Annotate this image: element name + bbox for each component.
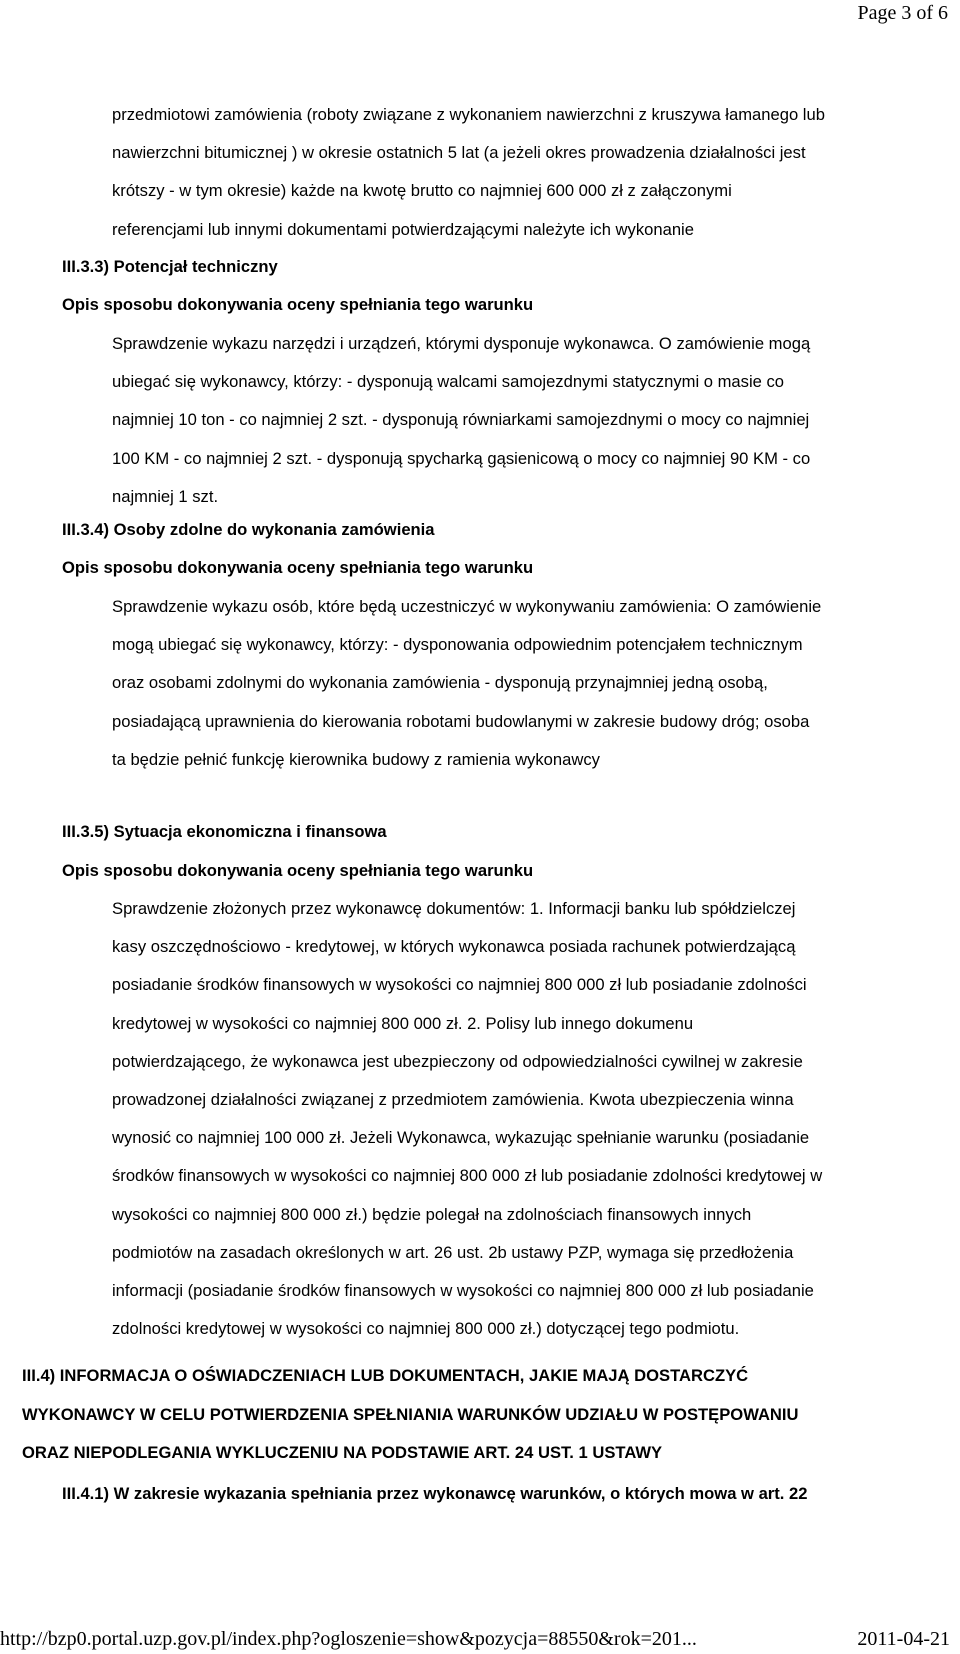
text-line: podmiotów na zasadach określonych w art. 26 ust. 2b ustawy PZP, wymaga się przedłożenia [112, 1242, 794, 1262]
page-number: Page 3 of 6 [857, 2, 948, 24]
text-line: mogą ubiegać się wykonawcy, którzy: - dysponowania odpowiednim potencjałem technicznym [112, 635, 803, 655]
section-paragraph [0, 890, 822, 1348]
text-line: Sprawdzenie złożonych przez wykonawcę dokumentów: 1. Informacji banku lub spółdzielczej [112, 899, 796, 918]
text-line: krótszy - w tym okresie) każde na kwotę brutto co najmniej 600 000 zł z załączonymi [112, 181, 732, 201]
section-heading-caps [22, 1357, 799, 1473]
caps-line: WYKONAWCY W CELU POTWIERDZENIA SPEŁNIANIA WARUNKÓW UDZIAŁU W POSTĘPOWANIU [22, 1404, 799, 1424]
section-heading: III.3.3) Potencjał techniczny [62, 257, 278, 276]
text-line: przedmiotowi zamówienia (roboty związane z wykonaniem nawierzchni z kruszywa łamanego lub [112, 105, 825, 124]
footer-date: 2011-04-21 [857, 1628, 950, 1650]
section-paragraph [0, 588, 821, 779]
text-line: 100 KM - co najmniej 2 szt. - dysponują spycharką gąsienicową o mocy co najmniej 90 KM - co [112, 448, 811, 468]
text-line: środków finansowych w wysokości co najmniej 800 000 zł lub posiadanie zdolności kredytowej w [112, 1166, 823, 1186]
section-heading: III.3.4) Osoby zdolne do wykonania zamówienia [62, 520, 435, 539]
text-line: ta będzie pełnić funkcję kierownika budowy z ramienia wykonawcy [112, 749, 600, 769]
paragraph-continuation [0, 96, 825, 249]
text-line: zdolności kredytowej w wysokości co najmniej 800 000 zł.) dotyczącej tego podmiotu. [112, 1319, 740, 1339]
text-line: posiadanie środków finansowych w wysokości co najmniej 800 000 zł lub posiadanie zdolności [112, 975, 807, 995]
section-heading: III.3.5) Sytuacja ekonomiczna i finansowa [62, 822, 387, 841]
section-subheading: Opis sposobu dokonywania oceny spełniania tego warunku [62, 558, 534, 577]
text-line: najmniej 1 szt. [112, 486, 219, 506]
text-line: Sprawdzenie wykazu osób, które będą uczestniczyć w wykonywaniu zamówienia: O zamówienie [112, 597, 822, 616]
text-line: Sprawdzenie wykazu narzędzi i urządzeń, którymi dysponuje wykonawca. O zamówienie mogą [112, 334, 811, 353]
text-line: prowadzonej działalności związanej z przedmiotem zamówienia. Kwota ubezpieczenia winna [112, 1090, 794, 1110]
text-line: posiadającą uprawnienia do kierowania robotami budowlanymi w zakresie budowy dróg; osoba [112, 711, 810, 731]
text-line: oraz osobami zdolnymi do wykonania zamówienia - dysponują przynajmniej jedną osobą, [112, 673, 768, 693]
footer-url: http://bzp0.portal.uzp.gov.pl/index.php?ogloszenie=show&pozycja=88550&rok=201... [0, 1628, 697, 1650]
section-subheading: Opis sposobu dokonywania oceny spełniania tego warunku [62, 295, 534, 314]
text-line: referencjami lub innymi dokumentami potwierdzającymi należyte ich wykonanie [112, 219, 694, 239]
caps-line: III.4) INFORMACJA O OŚWIADCZENIACH LUB DOKUMENTACH, JAKIE MAJĄ DOSTARCZYĆ [22, 1366, 749, 1385]
caps-line: ORAZ NIEPODLEGANIA WYKLUCZENIU NA PODSTAWIE ART. 24 UST. 1 USTAWY [22, 1443, 663, 1462]
text-line: potwierdzającego, że wykonawca jest ubezpieczony od odpowiedzialności cywilnej w zakresie [112, 1051, 803, 1071]
section-subheading: Opis sposobu dokonywania oceny spełniania tego warunku [62, 861, 534, 880]
text-line: kasy oszczędnościowo - kredytowej, w których wykonawca posiada rachunek potwierdzającą [112, 937, 796, 957]
text-line: ubiegać się wykonawcy, którzy: - dysponują walcami samojezdnymi statycznymi o masie co [112, 372, 784, 392]
text-line: wysokości co najmniej 800 000 zł.) będzie polegał na zdolnościach finansowych innych [112, 1204, 752, 1224]
text-line: nawierzchni bitumicznej ) w okresie ostatnich 5 lat (a jeżeli okres prowadzenia działalności jest [112, 143, 806, 163]
text-line: kredytowej w wysokości co najmniej 800 000 zł. 2. Polisy lub innego dokumenu [112, 1013, 694, 1033]
section-paragraph [0, 325, 810, 516]
text-line: najmniej 10 ton - co najmniej 2 szt. - dysponują równiarkami samojezdnymi o mocy co najmniej [112, 410, 810, 430]
section-heading: III.4.1) W zakresie wykazania spełniania przez wykonawcę warunków, o których mowa w art. 22 [62, 1484, 808, 1503]
text-line: wynosić co najmniej 100 000 zł. Jeżeli Wykonawca, wykazując spełnianie warunku (posiadanie [112, 1128, 810, 1148]
text-line: informacji (posiadanie środków finansowych w wysokości co najmniej 800 000 zł lub posiadanie [112, 1281, 814, 1301]
